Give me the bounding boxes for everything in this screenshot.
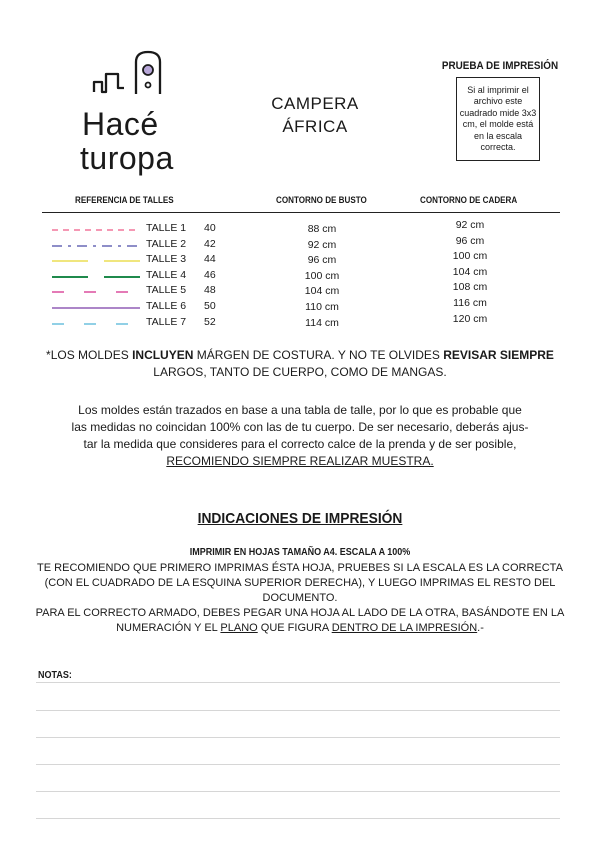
print-body-text-c: QUE FIGURA (257, 622, 332, 634)
header-size-reference: REFERENCIA DE TALLES (75, 195, 174, 206)
size-row (0, 219, 600, 238)
pattern-title-line1: CAMPERA (271, 94, 359, 113)
notes-line (36, 737, 560, 738)
notes-line (36, 682, 560, 683)
size-row (0, 234, 600, 254)
seam-note-bold-1: INCLUYEN (132, 348, 194, 362)
logo-text-line2: turopa (80, 140, 174, 176)
bust-measure: 96 cm (307, 254, 337, 267)
hip-measure: 116 cm (453, 297, 487, 309)
size-row (0, 297, 600, 316)
print-body-plano: PLANO (220, 622, 258, 634)
bust-measure: 100 cm (304, 269, 340, 282)
notes-label: NOTAS: (38, 670, 72, 681)
size-number: 40 (204, 222, 216, 234)
size-label: TALLE 3 (146, 253, 187, 266)
size-number: 42 (204, 237, 216, 250)
measurement-note (40, 402, 560, 470)
print-instructions-title: INDICACIONES DE IMPRESIÓN (197, 510, 403, 527)
seam-note-text-3: LARGOS, TANTO DE CUERPO, COMO DE MANGAS. (153, 365, 447, 379)
size-label: TALLE 2 (146, 237, 187, 250)
print-body-within-print: DENTRO DE LA IMPRESIÓN (331, 622, 478, 634)
measure-note-line-2: las medidas no coincidan 100% con las de tu cuerpo. De ser necesario, deberás ajus- (71, 420, 529, 434)
size-label: TALLE 6 (146, 300, 187, 312)
seam-note-bold-2: REVISAR SIEMPRE (443, 348, 554, 362)
header-bust: CONTORNO DE BUSTO (276, 195, 367, 206)
pattern-title-line2: ÁFRICA (282, 117, 348, 136)
print-body-line-2: (CON EL CUADRADO DE LA ESQUINA SUPERIOR DERECHA), Y LUEGO IMPRIMAS EL RESTO DEL (44, 577, 556, 589)
bust-measure: 92 cm (307, 238, 337, 251)
pattern-title (250, 92, 380, 138)
size-row (0, 312, 600, 332)
print-body-line-4: PARA EL CORRECTO ARMADO, DEBES PEGAR UNA HOJA AL LADO DE LA OTRA, BASÁNDOTE EN LA (35, 607, 565, 619)
size-line-swatch (52, 289, 140, 295)
size-number: 52 (204, 315, 216, 328)
header-hip: CONTORNO DE CADERA (420, 195, 518, 206)
hip-measure: 108 cm (452, 281, 488, 294)
size-number: 46 (204, 268, 216, 281)
size-row (0, 265, 600, 285)
hip-measure: 104 cm (452, 265, 488, 278)
print-body-line-1: TE RECOMIENDO QUE PRIMERO IMPRIMAS ÉSTA HOJA, PRUEBES SI LA ESCALA ES LA CORRECTA (37, 562, 563, 574)
size-line-swatch (52, 321, 140, 327)
print-instructions-body (20, 561, 580, 636)
bust-measure: 104 cm (304, 285, 340, 298)
size-label: TALLE 1 (146, 222, 187, 234)
size-number: 44 (204, 253, 216, 266)
brand-logo (72, 48, 202, 176)
bust-measure: 88 cm (307, 223, 337, 235)
measure-note-line-3: tar la medida que consideres para el correcto calce de la prenda y de ser posible, (83, 437, 517, 451)
print-test-square (456, 77, 540, 161)
size-line-swatch (52, 243, 140, 249)
size-label: TALLE 5 (146, 284, 187, 297)
table-divider (42, 212, 560, 213)
print-body-line-3: DOCUMENTO. (262, 592, 338, 604)
hip-measure: 92 cm (455, 219, 485, 231)
logo-mark-icon (72, 48, 202, 108)
seam-allowance-note (40, 347, 560, 381)
size-row (0, 281, 600, 300)
size-number: 48 (204, 284, 216, 297)
size-number: 50 (204, 300, 216, 312)
seam-note-text-1: *LOS MOLDES (46, 348, 133, 362)
measure-note-line-4: RECOMIENDO SIEMPRE REALIZAR MUESTRA. (166, 454, 434, 468)
size-label: TALLE 7 (146, 315, 187, 328)
size-label: TALLE 4 (146, 268, 187, 281)
print-instructions-subtitle: IMPRIMIR EN HOJAS TAMAÑO A4. ESCALA A 100% (189, 547, 411, 558)
notes-line (36, 764, 560, 765)
bust-measure: 110 cm (305, 301, 339, 313)
print-body-line-5 (20, 621, 580, 636)
hip-measure: 100 cm (452, 250, 488, 263)
notes-line (36, 791, 560, 792)
size-line-swatch (52, 305, 140, 311)
print-body-text-a: NUMERACIÓN Y EL (116, 622, 221, 634)
size-line-swatch (52, 274, 140, 280)
size-line-swatch (52, 227, 140, 233)
notes-line (36, 818, 560, 819)
notes-line (36, 710, 560, 711)
logo-text-line1: Hacé (82, 106, 159, 142)
print-body-text-e: .- (477, 622, 484, 634)
size-row (0, 250, 600, 269)
hip-measure: 120 cm (452, 312, 488, 325)
print-test-heading: PRUEBA DE IMPRESIÓN (441, 60, 559, 72)
bust-measure: 114 cm (305, 316, 339, 329)
size-line-swatch (52, 258, 140, 264)
hip-measure: 96 cm (455, 234, 485, 247)
measure-note-line-1: Los moldes están trazados en base a una tabla de talle, por lo que es probable que (78, 403, 522, 417)
seam-note-text-2: MÁRGEN DE COSTURA. Y NO TE OLVIDES (193, 348, 444, 362)
print-test-text: Si al imprimir el archivo este cuadrado mide 3x3 cm, el molde está en la escala correcta. (459, 84, 537, 152)
